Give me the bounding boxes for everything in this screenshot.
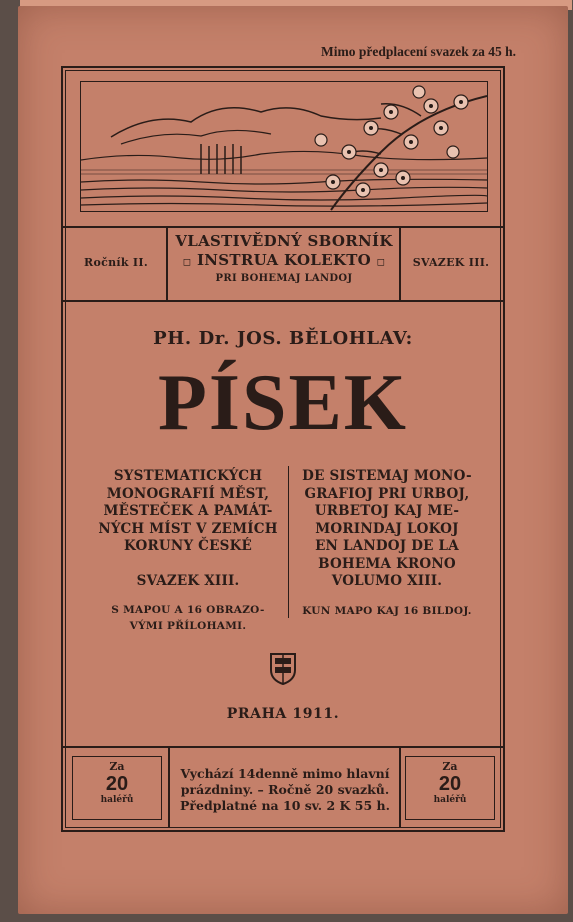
esperanto-line: EN LANDOJ DE LA: [315, 538, 459, 554]
footer-top-rule: [63, 746, 503, 748]
czech-note: VÝMI PŘÍLOHAMI.: [129, 620, 247, 632]
esperanto-description: [294, 468, 480, 619]
series-bar-bottom-rule: [63, 300, 503, 302]
series-title-line2-text: INSTRUA KOLEKTO: [196, 251, 372, 269]
esperanto-line: GRAFIOJ PRI URBOJ,: [304, 485, 470, 502]
subscription-line3: Předplatné na 10 sv. 2 K 55 h.: [180, 798, 390, 813]
right-price-box: [405, 760, 495, 805]
issue-label: SVAZEK III.: [412, 256, 490, 269]
czech-note: S MAPOU A 16 OBRAZO-: [111, 604, 265, 616]
price-za: Za: [442, 760, 458, 773]
czech-description: [96, 468, 280, 634]
czech-line: MĚSTEČEK A PAMÁT-: [103, 503, 273, 519]
place-year: PRAHA 1911.: [226, 706, 340, 722]
ornament-square-icon: ◻: [376, 257, 386, 268]
shield-emblem-icon: [269, 652, 297, 686]
ornament-square-icon: ◻: [182, 257, 192, 268]
price-unit: haléřů: [433, 795, 467, 805]
series-bar-top-rule: [63, 226, 503, 228]
series-title-line3: PRI BOHEMAJ LANDOJ: [215, 273, 353, 284]
series-bar-divider-right: [399, 228, 401, 300]
czech-line: KORUNY ČESKÉ: [123, 538, 252, 554]
esperanto-note: KUN MAPO KAJ 16 BILDOJ.: [302, 604, 472, 617]
esperanto-line: MORINDAJ LOKOJ: [315, 520, 459, 537]
column-divider: [288, 466, 289, 618]
series-title-line1: VLASTIVĚDNÝ SBORNÍK: [175, 232, 393, 250]
series-title: [170, 232, 398, 284]
subscription-info: [172, 766, 398, 814]
price-za: Za: [109, 760, 125, 773]
czech-line: NÝCH MÍST V ZEMÍCH: [98, 520, 278, 537]
czech-line: SYSTEMATICKÝCH: [113, 468, 263, 484]
czech-line: MONOGRAFIÍ MĚST,: [106, 485, 270, 502]
series-bar-divider-left: [166, 228, 168, 300]
price-amount: 20: [105, 773, 129, 795]
left-price-box: [72, 760, 162, 805]
footer-divider-left: [168, 748, 170, 828]
landscape-illustration: [81, 82, 487, 211]
volume-year-label: Ročník II.: [84, 256, 148, 269]
main-title: PÍSEK: [157, 359, 409, 447]
price-note: Mimo předplacení svazek za 45 h.: [321, 44, 516, 59]
esperanto-volume: VOLUMO XIII.: [331, 573, 443, 589]
esperanto-line: BOHEMA KRONO: [318, 555, 456, 572]
subscription-line1: Vychází 14denně mimo hlavní: [180, 766, 390, 781]
esperanto-line: DE SISTEMAJ MONO-: [302, 468, 472, 484]
series-title-line2: [170, 251, 398, 272]
price-unit: haléřů: [100, 795, 134, 805]
footer-divider-right: [399, 748, 401, 828]
author: PH. Dr. JOS. BĚLOHLAV:: [153, 328, 413, 349]
czech-volume: SVAZEK XIII.: [136, 572, 240, 589]
price-amount: 20: [438, 773, 462, 795]
esperanto-line: URBETOJ KAJ ME-: [314, 503, 460, 519]
subscription-line2: prázdniny. – Ročně 20 svazků.: [180, 782, 390, 797]
